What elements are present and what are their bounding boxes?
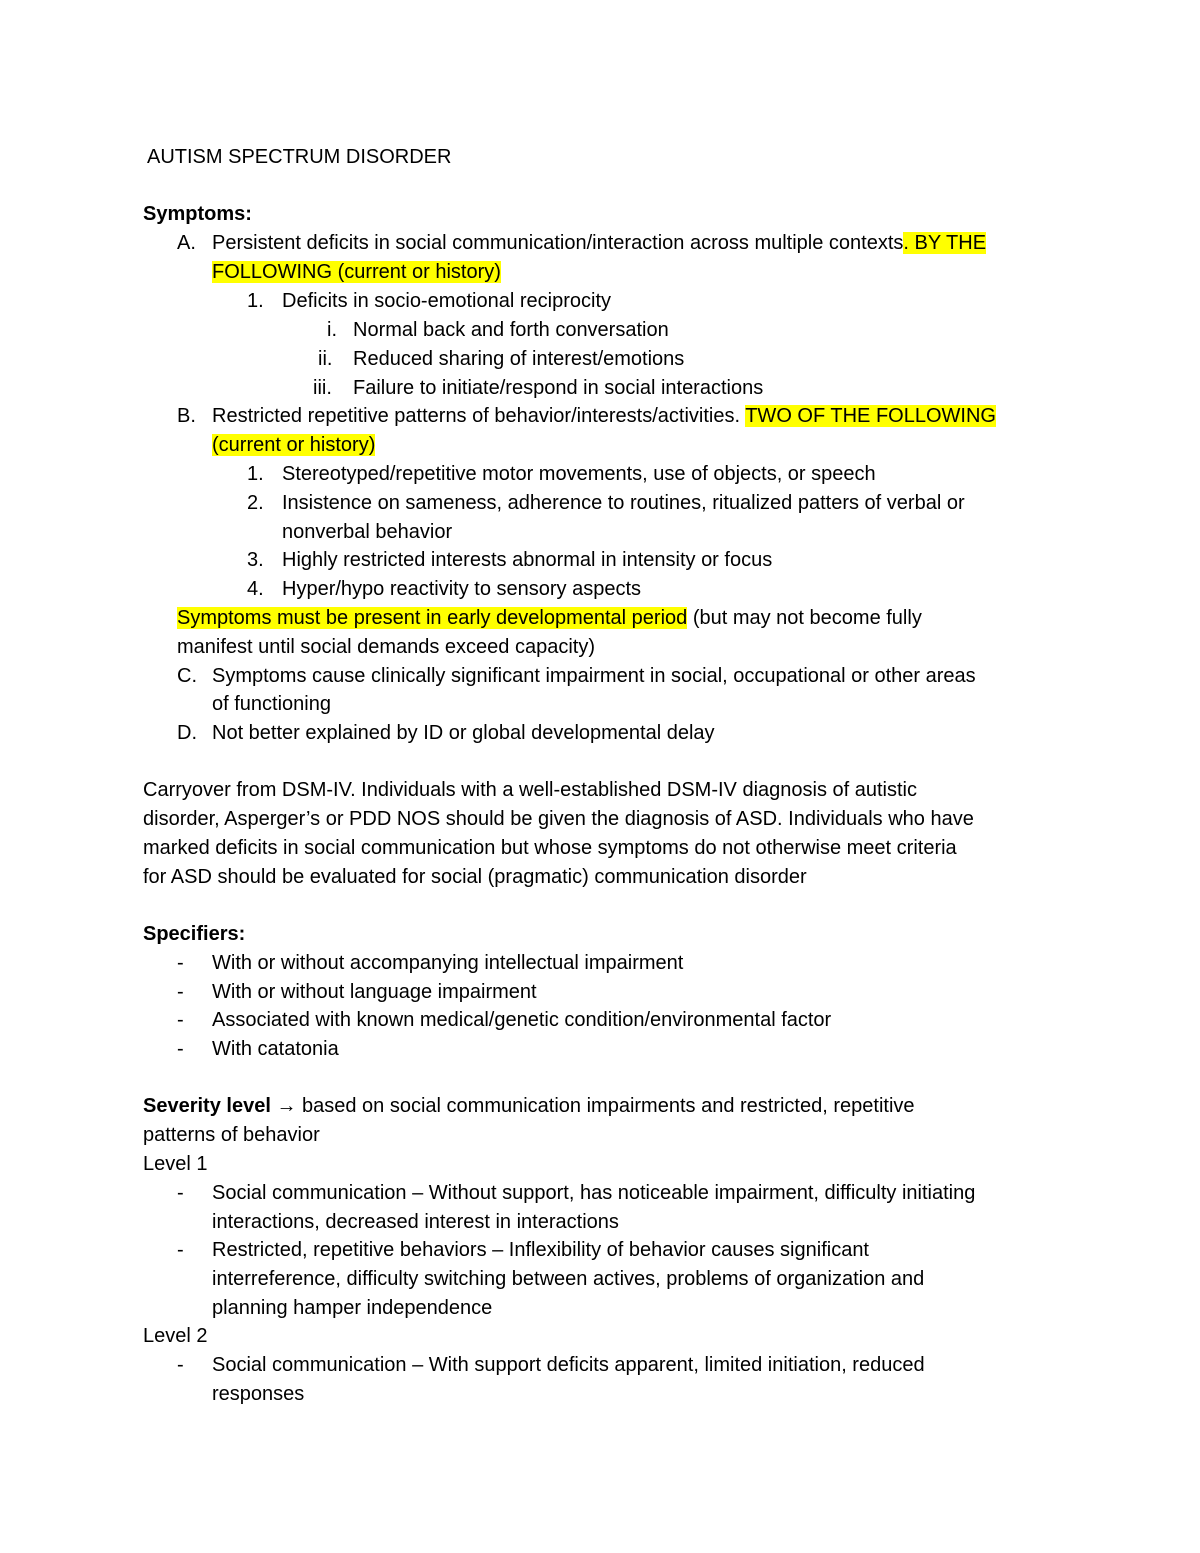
- list-item: Failure to initiate/respond in social interactions: [353, 377, 764, 399]
- early-period-text: (but may not become fully: [687, 607, 922, 629]
- list-marker: iii.: [313, 377, 332, 399]
- page-title: AUTISM SPECTRUM DISORDER: [147, 146, 452, 168]
- specifiers-heading: Specifiers:: [143, 923, 246, 945]
- symptoms-heading: Symptoms:: [143, 203, 252, 225]
- list-marker: B.: [177, 405, 196, 427]
- list-marker: i.: [327, 319, 337, 341]
- list-item: Restricted, repetitive behaviors – Inflexibility of behavior causes significant: [212, 1239, 869, 1261]
- highlight-text: FOLLOWING (current or history): [212, 261, 501, 283]
- severity-line1: [143, 1092, 915, 1120]
- highlight-text: Symptoms must be present in early developmental period: [177, 607, 688, 629]
- list-marker: 4.: [247, 578, 264, 600]
- list-item: Social communication – Without support, has noticeable impairment, difficulty initiating: [212, 1182, 976, 1204]
- list-marker: 1.: [247, 290, 264, 312]
- criterion-d-text: Not better explained by ID or global developmental delay: [212, 722, 715, 744]
- dash-bullet: -: [177, 1009, 184, 1031]
- criterion-c-text: Symptoms cause clinically significant impairment in social, occupational or other areas: [212, 665, 976, 687]
- criterion-a-text: Persistent deficits in social communication/interaction across multiple contexts: [212, 232, 904, 254]
- list-item: Highly restricted interests abnormal in intensity or focus: [282, 549, 773, 571]
- dash-bullet: -: [177, 952, 184, 974]
- early-period-line2: manifest until social demands exceed capacity): [177, 636, 595, 658]
- criterion-b-text: Restricted repetitive patterns of behavior/interests/activities.: [212, 405, 746, 427]
- list-item-continuation: nonverbal behavior: [282, 521, 453, 543]
- level-2-label: Level 2: [143, 1325, 208, 1347]
- dash-bullet: -: [177, 1354, 184, 1376]
- severity-line2: patterns of behavior: [143, 1124, 320, 1146]
- arrow-right-icon: →: [276, 1095, 297, 1117]
- list-marker: D.: [177, 722, 197, 744]
- list-item: Associated with known medical/genetic condition/environmental factor: [212, 1009, 832, 1031]
- severity-text: based on social communication impairments and restricted, repetitive: [296, 1095, 915, 1117]
- list-item-continuation: interactions, decreased interest in interactions: [212, 1211, 619, 1233]
- list-marker: 1.: [247, 463, 264, 485]
- list-item: Hyper/hypo reactivity to sensory aspects: [282, 578, 642, 600]
- list-item: Stereotyped/repetitive motor movements, use of objects, or speech: [282, 463, 876, 485]
- list-item-continuation: responses: [212, 1383, 305, 1405]
- list-marker: 2.: [247, 492, 264, 514]
- list-item: With catatonia: [212, 1038, 339, 1060]
- highlight-text: (current or history): [212, 434, 376, 456]
- list-marker: ii.: [318, 348, 333, 370]
- highlight-text: . BY THE: [903, 232, 987, 254]
- list-item-continuation: interreference, difficulty switching between actives, problems of organization and: [212, 1268, 925, 1290]
- carryover-paragraph-line: disorder, Asperger’s or PDD NOS should be given the diagnosis of ASD. Individuals who have: [143, 808, 974, 830]
- list-item: Normal back and forth conversation: [353, 319, 669, 341]
- carryover-paragraph-line: for ASD should be evaluated for social (pragmatic) communication disorder: [143, 866, 807, 888]
- dash-bullet: -: [177, 1182, 184, 1204]
- list-marker: C.: [177, 665, 197, 687]
- list-item: With or without language impairment: [212, 981, 537, 1003]
- severity-heading: Severity level: [143, 1095, 271, 1117]
- criterion-c-continuation: of functioning: [212, 693, 331, 715]
- criterion-b-line2: [212, 431, 375, 459]
- criterion-a-line2: [212, 258, 501, 286]
- highlight-text: TWO OF THE FOLLOWING: [745, 405, 996, 427]
- list-item: Insistence on sameness, adherence to routines, ritualized patters of verbal or: [282, 492, 965, 514]
- carryover-paragraph-line: marked deficits in social communication but whose symptoms do not otherwise meet criteria: [143, 837, 957, 859]
- carryover-paragraph-line: Carryover from DSM-IV. Individuals with a well-established DSM-IV diagnosis of autistic: [143, 779, 917, 801]
- level-1-label: Level 1: [143, 1153, 208, 1175]
- dash-bullet: -: [177, 1239, 184, 1261]
- criterion-a-line1: [212, 229, 986, 257]
- dash-bullet: -: [177, 981, 184, 1003]
- dash-bullet: -: [177, 1038, 184, 1060]
- list-item: Reduced sharing of interest/emotions: [353, 348, 685, 370]
- list-item: Deficits in socio-emotional reciprocity: [282, 290, 612, 312]
- list-item: With or without accompanying intellectual impairment: [212, 952, 684, 974]
- list-marker: A.: [177, 232, 196, 254]
- criterion-b-line1: [212, 402, 996, 430]
- list-marker: 3.: [247, 549, 264, 571]
- list-item-continuation: planning hamper independence: [212, 1297, 493, 1319]
- list-item: Social communication – With support deficits apparent, limited initiation, reduced: [212, 1354, 925, 1376]
- early-period-line1: [177, 604, 922, 632]
